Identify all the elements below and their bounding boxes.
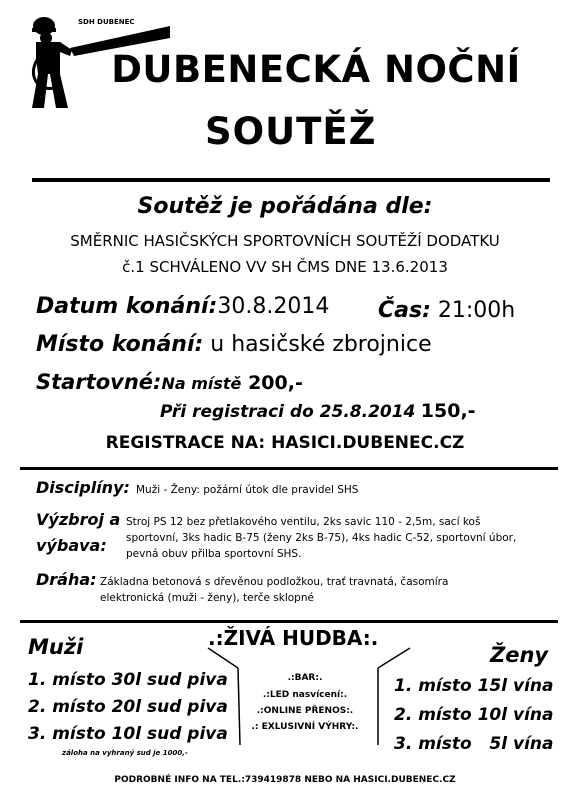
prereg-text: Při registraci do 25.8.2014	[160, 402, 416, 422]
disciplines-label: Disciplíny:	[36, 478, 130, 497]
track-text: Základna betonová s dřevěnou podložkou, trať travnatá, časomíra elektronická (muži - ženy), terče sklopné	[100, 576, 449, 604]
rules-line-2: č.1 SCHVÁLENO VV SH ČMS DNE 13.6.2013	[122, 258, 448, 276]
men-prize-3: 3. místo 10l sud piva	[28, 724, 228, 744]
extra-prizes: .: EXLUSIVNÍ VÝHRY:.	[251, 722, 359, 732]
extra-online: .:ONLINE PŘENOS:.	[256, 706, 354, 716]
men-prize-2: 2. místo 20l sud piva	[28, 697, 228, 717]
place-label: Místo konání:	[36, 332, 204, 357]
fee-onsite-text: Na místě	[161, 374, 242, 393]
extra-led: .:LED nasvícení:.	[262, 690, 348, 700]
prereg-price: 150,-	[420, 400, 476, 422]
extra-bar: .:BAR:.	[287, 673, 323, 683]
equipment-text: Stroj PS 12 bez přetlakového ventilu, 2ks savic 110 - 2,5m, sací koš sportovní, 3ks hadic B-75 (ženy 2ks B-75), 4ks hadic C-52, sportovní úbor, pevná obuv přilba sportovní SHS.	[126, 516, 517, 560]
time-label: Čas:	[378, 298, 431, 323]
men-heading: Muži	[28, 635, 84, 659]
rules-line-1: SMĚRNIC HASIČSKÝCH SPORTOVNÍCH SOUTĚŽÍ DODATKU	[70, 232, 500, 250]
deposit-note: záloha na vyhraný sud je 1000,-	[62, 749, 188, 757]
fee-label: Startovné:	[36, 370, 162, 394]
date-label: Datum konání:	[36, 294, 218, 319]
footer-info: PODROBNÉ INFO NA TEL.:739419878 NEBO NA HASICI.DUBENEC.CZ	[114, 775, 456, 785]
women-heading: Ženy	[490, 643, 549, 667]
registration-link: REGISTRACE NA: HASICI.DUBENEC.CZ	[105, 433, 465, 453]
logo-text: SDH DUBENEC	[78, 18, 135, 26]
women-prize-1: 1. místo 15l vína	[394, 676, 554, 696]
organized-heading: Soutěž je pořádána dle:	[137, 194, 433, 219]
page-title-line2: SOUTĚŽ	[205, 110, 377, 153]
time-value: 21:00h	[437, 298, 516, 323]
women-prize-2: 2. místo 10l vína	[394, 705, 554, 725]
track-label: Dráha:	[36, 570, 97, 589]
live-music-heading: .:ŽIVÁ HUDBA:.	[208, 626, 379, 650]
equipment-label-2: výbava:	[36, 536, 107, 555]
page-title-line1: DUBENECKÁ NOČNÍ	[111, 48, 521, 91]
fee-onsite-price: 200,-	[248, 372, 303, 394]
place-value: u hasičské zbrojnice	[210, 332, 432, 357]
disciplines-text: Muži - Ženy: požární útok dle pravidel SHS	[136, 484, 359, 496]
men-prize-1: 1. místo 30l sud piva	[28, 670, 228, 690]
women-prize-3: 3. místo 5l vína	[394, 734, 554, 754]
date-value: 30.8.2014	[217, 294, 330, 319]
equipment-label-1: Výzbroj a	[36, 510, 121, 529]
